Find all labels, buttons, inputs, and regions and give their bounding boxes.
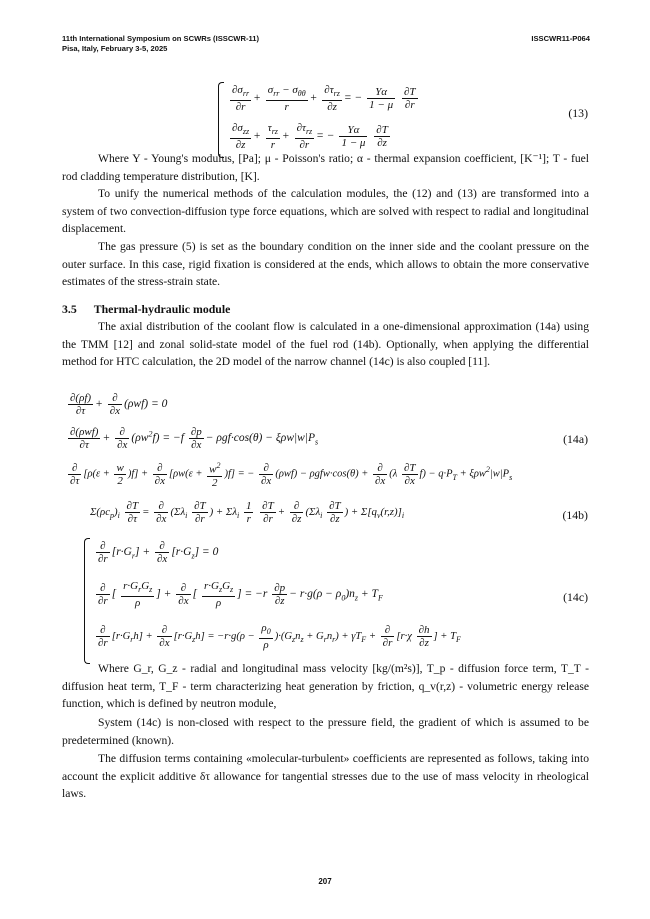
header-conference-title: 11th International Symposium on SCWRs (ISSCWR-11) xyxy=(62,34,260,43)
paragraph-system-non-closed: System (14c) is non-closed with respect to the pressure field, the gradient of which is assumed to be predetermined (known). xyxy=(62,716,589,747)
paragraph-eq13-definitions: Where Y - Young's modulus, [Pa]; μ - Poisson's ratio; α - thermal expansion coefficient, [K⁻¹]; T - fuel rod cladding temperature distribution, [K]. xyxy=(62,152,589,183)
eq13-line1: $\frac{\partial\sigma_{rr}}{\partial r}$ + $\frac{\sigma_{rr} - \sigma_{\theta\theta}}{r}$ + $\frac{\partial\tau_{rz}}{\partial z}$ = − $\frac{Y\alpha}{1 - \mu}$ $\frac{\partial T}{\partial r}$ xyxy=(232,84,416,114)
eq14a-number: (14a) xyxy=(563,432,588,446)
eq14c-number: (14c) xyxy=(563,590,588,604)
eq14b-number: (14b) xyxy=(562,508,588,522)
eq14c-line3: $\frac{\partial}{\partial r}$ $[r\cdot G_rh]$ + $\frac{\partial}{\partial x}$ $[r\cdot G_zh] = -r\cdot g(\rho$ − $\frac{\rho_0}{\rho}$ )$\cdot(G_zn_z + G_rn_r) + \gamma T_F$ + $\frac{\partial}{\partial r}$ [r·χ $\frac{\partial h}{\partial z}$ ] + $T_F$ xyxy=(98,622,461,652)
section-title: Thermal-hydraulic module xyxy=(93,302,231,316)
eq13-line2: $\frac{\partial\sigma_{zz}}{\partial z}$ + $\frac{\tau_{rz}}{r}$ + $\frac{\partial\tau_{rz}}{\partial r}$ = − $\frac{Y\alpha}{1 - \mu}$ $\frac{\partial T}{\partial z}$ xyxy=(232,122,388,152)
header-conference-location: Pisa, Italy, February 3-5, 2025 xyxy=(62,44,168,53)
paragraph-eq14-definitions: Where G_r, G_z - radial and longitudinal mass velocity [kg/(m²s)], T_p - diffusion force term, T_T - diffusion heat term, T_F - term characterizing heat generation by friction, q_v(r,z) - volumetric energy release function, which is defined by neutron module, xyxy=(62,662,589,711)
header-paper-id: ISSCWR11-P064 xyxy=(531,34,590,43)
section-heading xyxy=(62,302,230,317)
paragraph-unify-methods: To unify the numerical methods of the calculation modules, the (12) and (13) are transformed into a system of two convection-diffusion type force equations, which are solved with respect to radial and longitudinal displacement. xyxy=(62,187,589,236)
eq13-number: (13) xyxy=(568,106,588,120)
eq14c-line2: $\frac{\partial}{\partial r}$ [ $\frac{r\cdot G_rG_z}{\rho}$ ] + $\frac{\partial}{\partial x}$ [ $\frac{r\cdot G_zG_z}{\rho}$ ] = −r $\frac{\partial p}{\partial z}$ − $r\cdot g(\rho - \rho_0)n_z + T_F$ xyxy=(98,580,383,610)
eq14a-line3: $\frac{\partial}{\partial\tau}$ [ρ(ε + $\frac{w}{2}$ )f] + $\frac{\partial}{\partial x}$ [ρw(ε + $\frac{w^2}{2}$ )f] = − $\frac{\partial}{\partial x}$ (ρwf) − ρgfw·cos(θ) + $\frac{\partial}{\partial x}$ (λ $\frac{\partial T}{\partial x}$ $f) - q\cdot P_T + \xi\rho w^2|w|P_s$ xyxy=(70,461,513,489)
eq14b-line: $\Sigma(\rho c_p)_i$ $\frac{\partial T}{\partial\tau}$ = $\frac{\partial}{\partial x}$ ($\Sigma\lambda_i$ $\frac{\partial T}{\partial r}$ ) + $\Sigma\lambda_i$ $\frac{1}{r}$ $\frac{\partial T}{\partial r}$ + $\frac{\partial}{\partial z}$ ($\Sigma\lambda_i$ $\frac{\partial T}{\partial z}$ ) + $\Sigma[q_v(r,z)]_i$ xyxy=(90,500,405,525)
paragraph-gas-pressure: The gas pressure (5) is set as the boundary condition on the inner side and the coolant pressure on the outer surface. In this case, rigid fixation is considered at the ends, which allows to obtain the more conservative estimates of the stress-strain state. xyxy=(62,240,589,289)
section-number: 3.5 xyxy=(62,302,77,316)
eq13-brace xyxy=(218,82,224,158)
header-conference xyxy=(62,34,259,54)
eq14a-line2: $\frac{\text{∂(ρwf)}}{\partial\tau}$ + $\frac{\partial}{\partial x}$ $(\rho w^2f) = -f$ $\frac{\partial p}{\partial x}$ − $\rho gf\cdot\cos(\theta) - \xi\rho w|w|P_s$ xyxy=(70,426,319,451)
eq14c-brace xyxy=(84,538,90,664)
eq14c-line1: $\frac{\partial}{\partial r}$ $[r\cdot G_r]$ + $\frac{\partial}{\partial x}$ $[r\cdot G_z] = 0$ xyxy=(98,540,219,565)
paragraph-axial-distribution: The axial distribution of the coolant flow is calculated in a one-dimensional approximation (14a) using the TMM [12] and zonal solid-state model of the fuel rod (14b). Optionally, when applying the differential method for HTC calculation, the 2D model of the narrow channel (14c) is also coupled [11]. xyxy=(62,320,589,369)
page-number: 207 xyxy=(318,877,332,886)
paragraph-diffusion-terms: The diffusion terms containing «molecular-turbulent» coefficients are represented as follows, taking into account the explicit additive δτ allowance for tangential stresses due to the use of mass velocity in rheological laws. xyxy=(62,752,589,801)
eq14a-line1: $\frac{\partial(\rho f)}{\partial\tau}$ + $\frac{\partial}{\partial x}$ (ρwf) = 0 xyxy=(70,392,168,417)
